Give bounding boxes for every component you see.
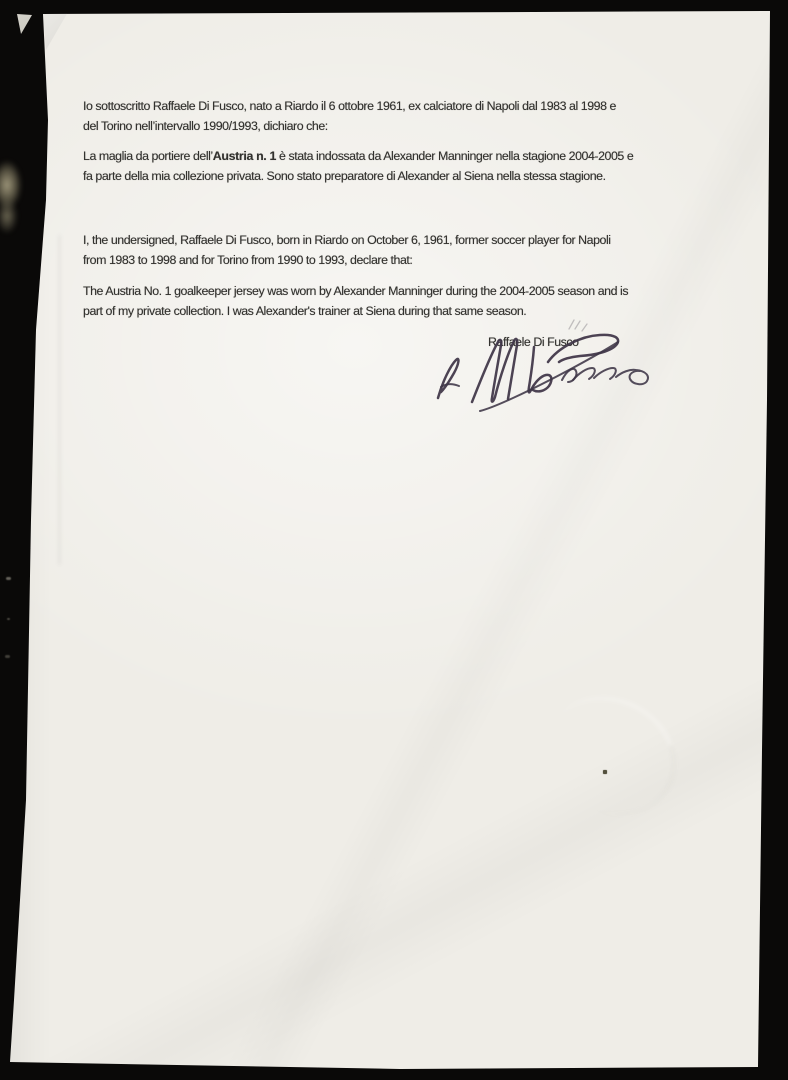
italian-p2-post: è stata indossata da Alexander Manninger nella stagione 2004-2005 e (276, 149, 634, 163)
italian-paragraph2-line1 (83, 149, 633, 164)
english-paragraph2-line1: The Austria No. 1 goalkeeper jersey was worn by Alexander Manninger during the 2004-2005 season and is (83, 283, 629, 298)
paper-speck (603, 770, 607, 774)
jersey-name-bold: Austria n. 1 (212, 149, 277, 163)
italian-paragraph2-line2: fa parte della mia collezione privata. Sono stato preparatore di Alexander al Siena nella stessa stagione. (83, 169, 606, 183)
english-paragraph1-line1: I, the undersigned, Raffaele Di Fusco, born in Riardo on October 6, 1961, former soccer player for Napoli (83, 232, 611, 247)
italian-p2-pre: La maglia da portiere dell’ (83, 149, 213, 163)
english-paragraph1-line2: from 1983 to 1998 and for Torino from 1990 to 1993, declare that: (83, 252, 413, 267)
italian-paragraph1-line2: del Torino nell’intervallo 1990/1993, dichiaro che: (83, 118, 328, 133)
handwritten-signature (428, 330, 668, 422)
italian-paragraph1-line1: Io sottoscritto Raffaele Di Fusco, nato a Riardo il 6 ottobre 1961, ex calciatore di Napoli dal 1983 al 1998 e (83, 98, 616, 113)
signatory-printed-name: Raffaele Di Fusco (488, 335, 579, 349)
english-paragraph2-line2: part of my private collection. I was Alexander's trainer at Siena during that same season. (83, 303, 527, 318)
